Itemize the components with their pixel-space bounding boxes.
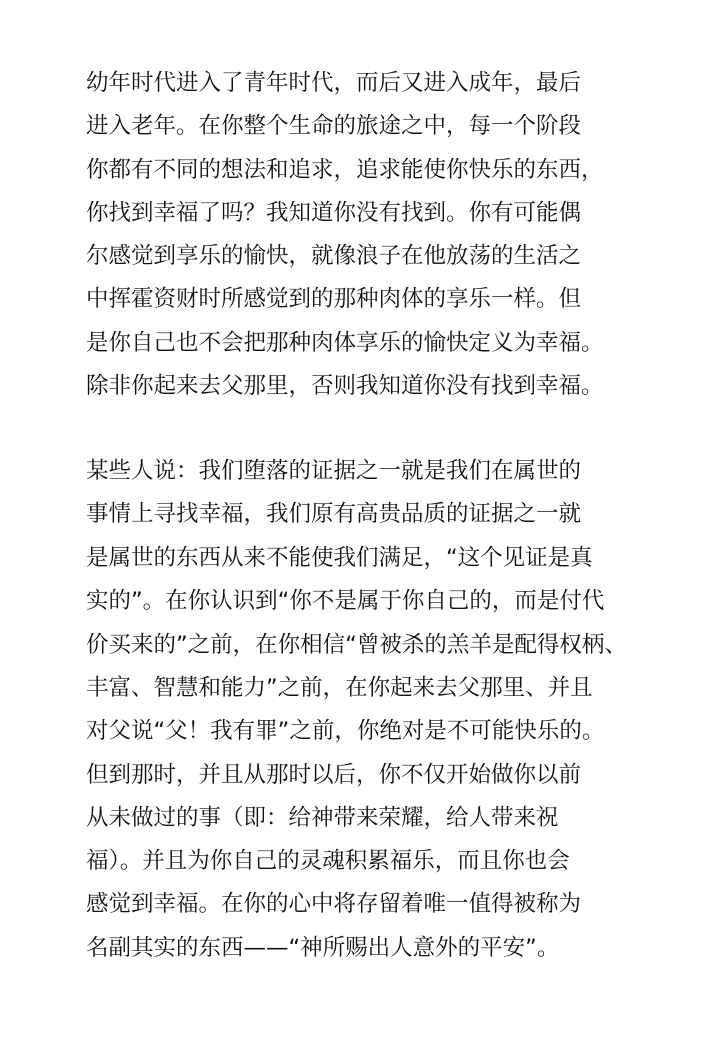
text-line: 感觉到幸福。在你的心中将存留着唯一值得被称为: [86, 891, 582, 917]
text-line: 中挥霍资财时所感觉到的那种肉体的享乐一样。但: [86, 286, 582, 312]
text-line: 丰富、智慧和能力”之前，在你起来去父那里、并且: [86, 675, 593, 701]
text-line: 进入老年。在你整个生命的旅途之中，每一个阶段: [86, 113, 582, 139]
text-line: 对父说“父！我有罪”之前，你绝对是不可能快乐的。: [86, 718, 605, 744]
text-line: 价买来的”之前，在你相信“曾被杀的羔羊是配得权柄、: [86, 632, 627, 658]
text-line: 福）。并且为你自己的灵魂积累福乐，而且你也会: [86, 848, 570, 874]
text-line: 实的”。在你认识到“你不是属于你自己的，而是付代: [86, 588, 605, 614]
text-line: 你都有不同的想法和追求，追求能使你快乐的东西，: [86, 157, 604, 183]
text-line: 你找到幸福了吗？我知道你没有找到。你有可能偶: [86, 200, 582, 226]
text-line: 名副其实的东西——“神所赐出人意外的平安”。: [86, 935, 560, 961]
text-line: 是属世的东西从来不能使我们满足，“这个见证是真: [86, 545, 593, 571]
text-line: 是你自己也不会把那种肉体享乐的愉快定义为幸福。: [86, 330, 604, 356]
text-line: 但到那时，并且从那时以后，你不仅开始做你以前: [86, 762, 582, 788]
text-line: 尔感觉到享乐的愉快，就像浪子在他放荡的生活之: [86, 243, 582, 269]
text-line: 幼年时代进入了青年时代，而后又进入成年，最后: [86, 70, 582, 96]
text-line: 某些人说：我们堕落的证据之一就是我们在属世的: [86, 458, 582, 484]
text-line: 事情上寻找幸福，我们原有高贵品质的证据之一就: [86, 501, 582, 527]
text-line: 从未做过的事（即：给神带来荣耀，给人带来祝: [86, 805, 559, 831]
text-line: 除非你起来去父那里，否则我知道你没有找到幸福。: [86, 373, 604, 399]
